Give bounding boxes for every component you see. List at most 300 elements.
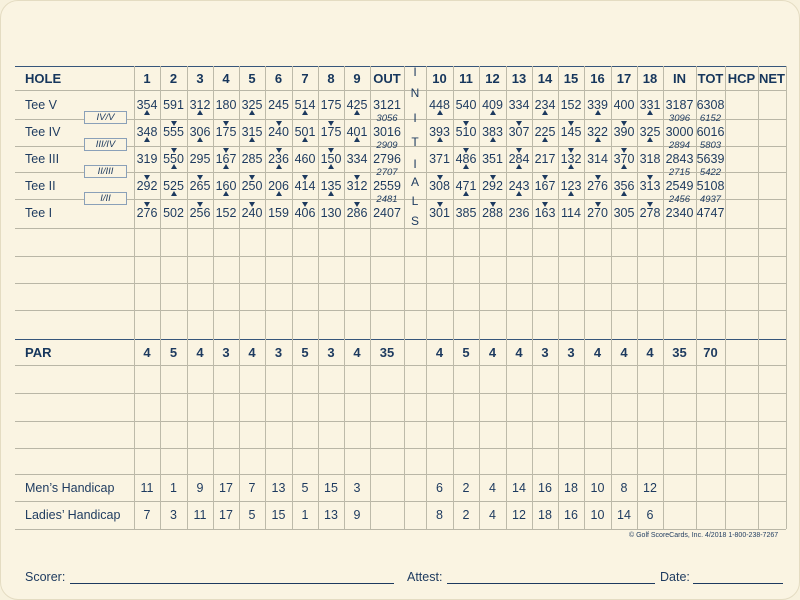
combo-arrow-up-icon <box>621 191 627 196</box>
combo-arrow-down-icon <box>197 202 203 207</box>
hole-header: HOLE <box>25 70 62 86</box>
tee-yardage: 314 <box>587 152 608 166</box>
row-rule <box>15 228 786 229</box>
handicap-value: 7 <box>248 480 256 495</box>
tee-yardage: 306 <box>189 125 211 139</box>
combo-arrow-down-icon <box>223 121 229 126</box>
tee-yardage: 514 <box>294 98 316 112</box>
hole-number-9: 9 <box>353 70 361 86</box>
combo-arrow-down-icon <box>437 175 443 180</box>
combo-arrow-up-icon <box>328 164 334 169</box>
tee-yardage: 175 <box>215 125 237 139</box>
tee-yardage: 401 <box>346 125 368 139</box>
hole-number-14: 14 <box>537 70 553 86</box>
tee-grand-total: 5639 <box>696 152 725 166</box>
combo-arrow-down-icon <box>490 202 496 207</box>
tee-grand-total: 5108 <box>696 179 725 193</box>
row-rule <box>15 256 786 257</box>
tee-yardage: 400 <box>613 98 635 112</box>
tee-yardage: 354 <box>136 98 158 112</box>
column-rule <box>725 66 726 529</box>
tee-yardage: 240 <box>268 125 289 139</box>
handicap-value: 6 <box>646 508 654 522</box>
combo-in-total: 2894 <box>668 139 691 151</box>
combo-arrow-down-icon <box>568 148 574 153</box>
tee-yardage: 351 <box>482 152 503 166</box>
tee-yardage: 313 <box>639 179 661 193</box>
handicap-value: 7 <box>143 508 151 522</box>
row-rule <box>15 90 786 91</box>
attest-signature-line[interactable] <box>447 583 655 584</box>
combo-arrow-up-icon <box>621 164 627 169</box>
handicap-value: 11 <box>140 480 154 495</box>
handicap-value: 14 <box>617 508 631 522</box>
tee-yardage: 284 <box>508 152 530 166</box>
hole-number-15: 15 <box>563 70 579 86</box>
combo-arrow-down-icon <box>302 175 308 180</box>
tee-yardage: 150 <box>320 152 342 166</box>
combo-arrow-up-icon <box>568 164 574 169</box>
tee-name: Tee V <box>25 98 57 112</box>
handicap-value: 6 <box>436 480 443 495</box>
handicap-label: Ladies’ Handicap <box>25 508 121 522</box>
tee-out-total: 2796 <box>373 152 401 166</box>
initials-letter: I <box>413 157 417 171</box>
par-value: 4 <box>248 344 256 360</box>
tot-header: TOT <box>697 70 724 86</box>
tee-yardage: 163 <box>534 206 556 220</box>
tee-grand-total: 6308 <box>696 98 725 112</box>
tee-yardage: 265 <box>189 179 211 193</box>
tee-grand-total: 4747 <box>696 206 725 220</box>
hole-number-6: 6 <box>274 70 283 86</box>
combo-arrow-up-icon <box>437 137 443 142</box>
handicap-value: 8 <box>436 508 443 522</box>
initials-letter: S <box>410 214 419 228</box>
combo-arrow-up-icon <box>223 191 229 196</box>
tee-yardage: 525 <box>163 179 184 193</box>
initials-letter: T <box>411 135 419 149</box>
row-rule <box>15 365 786 366</box>
handicap-value: 3 <box>170 508 177 522</box>
handicap-value: 17 <box>219 508 233 522</box>
hole-number-1: 1 <box>143 70 151 86</box>
tee-yardage: 318 <box>639 152 661 166</box>
combo-arrow-up-icon <box>595 110 601 115</box>
row-rule <box>15 283 786 284</box>
hole-number-3: 3 <box>196 70 204 86</box>
tee-yardage: 305 <box>613 206 635 220</box>
tee-yardage: 245 <box>268 98 289 112</box>
out-header: OUT <box>373 70 401 86</box>
combo-arrow-down-icon <box>223 148 229 153</box>
par-value: 4 <box>620 344 628 360</box>
handicap-value: 15 <box>271 508 286 522</box>
tee-yardage: 135 <box>320 179 342 193</box>
handicap-value: 9 <box>353 508 361 522</box>
tee-yardage: 348 <box>136 125 158 139</box>
tee-yardage: 334 <box>508 98 530 112</box>
handicap-value: 4 <box>489 508 496 522</box>
row-rule <box>15 421 786 422</box>
par-value: 4 <box>143 344 151 360</box>
handicap-value: 11 <box>193 508 207 522</box>
combo-arrow-down-icon <box>171 148 177 153</box>
handicap-label: Men’s Handicap <box>25 480 115 495</box>
tee-yardage: 286 <box>346 206 368 220</box>
combo-arrow-down-icon <box>621 148 627 153</box>
combo-arrow-up-icon <box>223 164 229 169</box>
tee-yardage: 425 <box>346 98 368 112</box>
handicap-value: 4 <box>489 480 496 495</box>
hole-number-2: 2 <box>169 70 178 86</box>
handicap-value: 13 <box>324 508 338 522</box>
combo-tee-label: IV/V <box>84 111 127 124</box>
tee-in-total: 3000 <box>665 125 694 139</box>
par-value: 3 <box>567 344 575 360</box>
par-value: 5 <box>169 344 178 360</box>
tee-yardage: 240 <box>241 206 263 220</box>
tee-out-total: 2559 <box>373 179 401 193</box>
par-value: 5 <box>301 344 309 360</box>
handicap-value: 8 <box>620 480 628 495</box>
tee-yardage: 486 <box>455 152 477 166</box>
handicap-value: 1 <box>301 508 309 522</box>
hole-number-10: 10 <box>432 70 447 86</box>
row-rule-strong <box>15 339 786 340</box>
tee-yardage: 339 <box>587 98 608 112</box>
par-grand-total: 70 <box>703 344 718 360</box>
combo-arrow-down-icon <box>249 202 255 207</box>
handicap-value: 9 <box>196 480 204 495</box>
handicap-value: 15 <box>324 480 338 495</box>
tee-out-total: 3016 <box>373 125 401 139</box>
tee-yardage: 123 <box>560 179 582 193</box>
column-rule <box>786 66 787 529</box>
tee-yardage: 331 <box>639 98 661 112</box>
combo-arrow-down-icon <box>542 202 548 207</box>
tee-in-total: 2340 <box>665 206 694 220</box>
row-rule <box>15 501 786 502</box>
handicap-value: 3 <box>353 480 361 495</box>
initials-letter: A <box>410 175 419 189</box>
handicap-value: 12 <box>512 508 526 522</box>
combo-arrow-up-icon <box>354 110 360 115</box>
tee-yardage: 325 <box>639 125 661 139</box>
hcp-header: HCP <box>727 70 756 86</box>
tee-yardage: 206 <box>268 179 289 193</box>
par-value: 3 <box>274 344 283 360</box>
tee-name: Tee I <box>25 206 53 220</box>
combo-tee-label: III/IV <box>84 138 127 151</box>
combo-arrow-up-icon <box>516 191 522 196</box>
scorer-signature-line[interactable] <box>70 583 394 584</box>
combo-out-total: 3056 <box>376 112 398 124</box>
hole-number-11: 11 <box>459 70 473 86</box>
par-in-total: 35 <box>672 344 687 360</box>
combo-arrow-up-icon <box>595 137 601 142</box>
tee-yardage: 319 <box>136 152 158 166</box>
combo-arrow-up-icon <box>276 191 282 196</box>
tee-yardage: 250 <box>241 179 263 193</box>
tee-yardage: 292 <box>136 179 158 193</box>
tee-yardage: 540 <box>455 98 477 112</box>
combo-arrow-down-icon <box>516 121 522 126</box>
combo-arrow-down-icon <box>621 121 627 126</box>
tee-yardage: 217 <box>534 152 556 166</box>
tee-yardage: 152 <box>215 206 237 220</box>
date-line[interactable] <box>693 583 783 584</box>
tee-yardage: 285 <box>241 152 263 166</box>
tee-yardage: 555 <box>163 125 184 139</box>
combo-out-total: 2707 <box>376 166 398 178</box>
handicap-value: 18 <box>538 508 552 522</box>
date-label: Date: <box>660 570 690 584</box>
tee-yardage: 256 <box>189 206 211 220</box>
combo-arrow-down-icon <box>490 175 496 180</box>
tee-yardage: 390 <box>613 125 635 139</box>
tee-grand-total: 6016 <box>696 125 725 139</box>
combo-arrow-up-icon <box>647 137 653 142</box>
handicap-value: 10 <box>590 480 605 495</box>
handicap-value: 5 <box>301 480 309 495</box>
in-header: IN <box>673 70 686 86</box>
combo-arrow-down-icon <box>595 202 601 207</box>
tee-yardage: 334 <box>346 152 368 166</box>
tee-yardage: 312 <box>346 179 368 193</box>
tee-yardage: 243 <box>508 179 530 193</box>
tee-yardage: 591 <box>163 98 184 112</box>
combo-arrow-up-icon <box>276 164 282 169</box>
tee-yardage: 385 <box>455 206 477 220</box>
tee-yardage: 160 <box>215 179 237 193</box>
handicap-value: 10 <box>590 508 605 522</box>
combo-in-total: 2715 <box>668 166 691 178</box>
combo-arrow-down-icon <box>328 121 334 126</box>
par-value: 4 <box>593 344 602 360</box>
handicap-value: 13 <box>271 480 286 495</box>
row-rule <box>15 448 786 449</box>
attest-label: Attest: <box>407 570 443 584</box>
combo-arrow-up-icon <box>647 110 653 115</box>
combo-arrow-down-icon <box>647 175 653 180</box>
combo-arrow-up-icon <box>144 137 150 142</box>
combo-arrow-up-icon <box>302 137 308 142</box>
tee-yardage: 159 <box>268 206 289 220</box>
hole-number-17: 17 <box>616 70 632 86</box>
handicap-value: 14 <box>512 480 526 495</box>
tee-yardage: 114 <box>561 206 581 220</box>
combo-arrow-up-icon <box>490 137 496 142</box>
tee-yardage: 295 <box>189 152 211 166</box>
tee-name: Tee II <box>25 179 56 193</box>
copyright-notice: © Golf ScoreCards, Inc. 4/2018 1-800-238-7267 <box>629 532 779 539</box>
tee-yardage: 175 <box>320 98 342 112</box>
combo-in-total: 2456 <box>668 193 691 205</box>
combo-arrow-down-icon <box>144 175 150 180</box>
tee-yardage: 234 <box>534 98 556 112</box>
tee-yardage: 175 <box>320 125 342 139</box>
tee-yardage: 307 <box>508 125 530 139</box>
combo-arrow-down-icon <box>437 202 443 207</box>
handicap-value: 16 <box>564 508 578 522</box>
tee-yardage: 180 <box>215 98 237 112</box>
tee-in-total: 3187 <box>665 98 694 112</box>
tee-yardage: 152 <box>560 98 582 112</box>
combo-arrow-down-icon <box>647 202 653 207</box>
hole-number-12: 12 <box>485 70 500 86</box>
combo-tee-label: I/II <box>84 192 127 205</box>
initials-letter: L <box>411 194 419 208</box>
combo-arrow-up-icon <box>542 137 548 142</box>
par-value: 5 <box>462 344 470 360</box>
combo-out-total: 2481 <box>376 193 398 205</box>
tee-out-total: 3121 <box>373 98 401 112</box>
handicap-value: 5 <box>248 508 256 522</box>
combo-grand-total: 5803 <box>699 139 722 151</box>
tee-yardage: 278 <box>639 206 661 220</box>
combo-arrow-down-icon <box>516 148 522 153</box>
handicap-value: 1 <box>170 480 177 495</box>
row-rule <box>15 474 786 475</box>
combo-arrow-up-icon <box>354 137 360 142</box>
tee-yardage: 502 <box>163 206 184 220</box>
tee-yardage: 270 <box>587 206 608 220</box>
tee-name: Tee III <box>25 152 60 166</box>
tee-yardage: 236 <box>508 206 530 220</box>
tee-yardage: 130 <box>320 206 342 220</box>
tee-yardage: 510 <box>455 125 477 139</box>
column-rule <box>758 66 759 529</box>
tee-yardage: 236 <box>268 152 289 166</box>
hole-number-13: 13 <box>511 70 527 86</box>
combo-arrow-up-icon <box>171 164 177 169</box>
combo-in-total: 3096 <box>668 112 691 124</box>
combo-arrow-down-icon <box>249 175 255 180</box>
par-value: 4 <box>435 344 444 360</box>
combo-arrow-up-icon <box>516 164 522 169</box>
combo-arrow-down-icon <box>595 175 601 180</box>
tee-yardage: 460 <box>294 152 316 166</box>
combo-arrow-up-icon <box>249 137 255 142</box>
tee-yardage: 414 <box>294 179 316 193</box>
par-value: 4 <box>646 344 654 360</box>
tee-yardage: 132 <box>560 152 582 166</box>
tee-yardage: 276 <box>587 179 608 193</box>
combo-tee-label: II/III <box>84 165 127 178</box>
combo-grand-total: 6152 <box>699 112 722 124</box>
par-value: 3 <box>327 344 335 360</box>
par-value: 4 <box>488 344 497 360</box>
combo-arrow-down-icon <box>144 202 150 207</box>
tee-yardage: 409 <box>482 98 503 112</box>
combo-arrow-up-icon <box>463 191 469 196</box>
tee-yardage: 312 <box>189 98 211 112</box>
combo-arrow-down-icon <box>354 175 360 180</box>
combo-arrow-up-icon <box>302 110 308 115</box>
row-rule <box>15 310 786 311</box>
tee-yardage: 167 <box>534 179 556 193</box>
row-rule <box>15 529 786 530</box>
combo-arrow-down-icon <box>354 202 360 207</box>
combo-arrow-down-icon <box>463 148 469 153</box>
tee-yardage: 393 <box>429 125 450 139</box>
handicap-value: 16 <box>538 480 552 495</box>
combo-arrow-up-icon <box>490 110 496 115</box>
handicap-value: 2 <box>462 480 470 495</box>
hole-number-18: 18 <box>642 70 658 86</box>
combo-arrow-up-icon <box>249 110 255 115</box>
combo-arrow-up-icon <box>197 110 203 115</box>
combo-arrow-up-icon <box>144 110 150 115</box>
initials-letter: I <box>413 65 417 79</box>
tee-yardage: 356 <box>613 179 635 193</box>
tee-yardage: 325 <box>241 98 263 112</box>
scorer-label: Scorer: <box>25 570 66 584</box>
hole-number-16: 16 <box>590 70 605 86</box>
tee-yardage: 322 <box>587 125 608 139</box>
combo-arrow-down-icon <box>568 121 574 126</box>
tee-yardage: 145 <box>560 125 582 139</box>
combo-arrow-up-icon <box>197 137 203 142</box>
tee-yardage: 550 <box>163 152 184 166</box>
handicap-value: 12 <box>643 480 657 495</box>
combo-arrow-down-icon <box>171 121 177 126</box>
tee-out-total: 2407 <box>373 206 401 220</box>
tee-in-total: 2843 <box>665 152 694 166</box>
tee-yardage: 288 <box>482 206 503 220</box>
tee-yardage: 167 <box>215 152 237 166</box>
hole-number-4: 4 <box>222 70 230 86</box>
par-value: 4 <box>196 344 204 360</box>
combo-arrow-up-icon <box>171 191 177 196</box>
par-value: 3 <box>541 344 549 360</box>
initials-letter: I <box>413 111 417 125</box>
tee-yardage: 225 <box>534 125 556 139</box>
tee-yardage: 501 <box>294 125 316 139</box>
combo-arrow-up-icon <box>568 191 574 196</box>
combo-grand-total: 5422 <box>699 166 722 178</box>
tee-in-total: 2549 <box>665 179 694 193</box>
combo-grand-total: 4937 <box>699 193 722 205</box>
combo-arrow-up-icon <box>463 164 469 169</box>
hole-number-7: 7 <box>301 70 309 86</box>
hole-number-5: 5 <box>248 70 256 86</box>
combo-arrow-down-icon <box>328 148 334 153</box>
combo-arrow-down-icon <box>542 175 548 180</box>
combo-arrow-down-icon <box>302 202 308 207</box>
hole-number-8: 8 <box>327 70 335 86</box>
tee-yardage: 471 <box>455 179 477 193</box>
row-rule <box>15 393 786 394</box>
combo-arrow-down-icon <box>276 121 282 126</box>
tee-yardage: 371 <box>429 152 450 166</box>
combo-arrow-up-icon <box>328 191 334 196</box>
combo-arrow-down-icon <box>197 175 203 180</box>
combo-arrow-down-icon <box>463 121 469 126</box>
combo-arrow-up-icon <box>542 110 548 115</box>
tee-yardage: 406 <box>294 206 316 220</box>
tee-yardage: 448 <box>429 98 450 112</box>
net-header: NET <box>759 70 785 86</box>
par-value: 4 <box>515 344 523 360</box>
tee-yardage: 370 <box>613 152 635 166</box>
combo-arrow-up-icon <box>437 110 443 115</box>
par-out-total: 35 <box>379 344 395 360</box>
combo-arrow-down-icon <box>276 148 282 153</box>
par-value: 3 <box>222 344 230 360</box>
tee-yardage: 301 <box>429 206 450 220</box>
